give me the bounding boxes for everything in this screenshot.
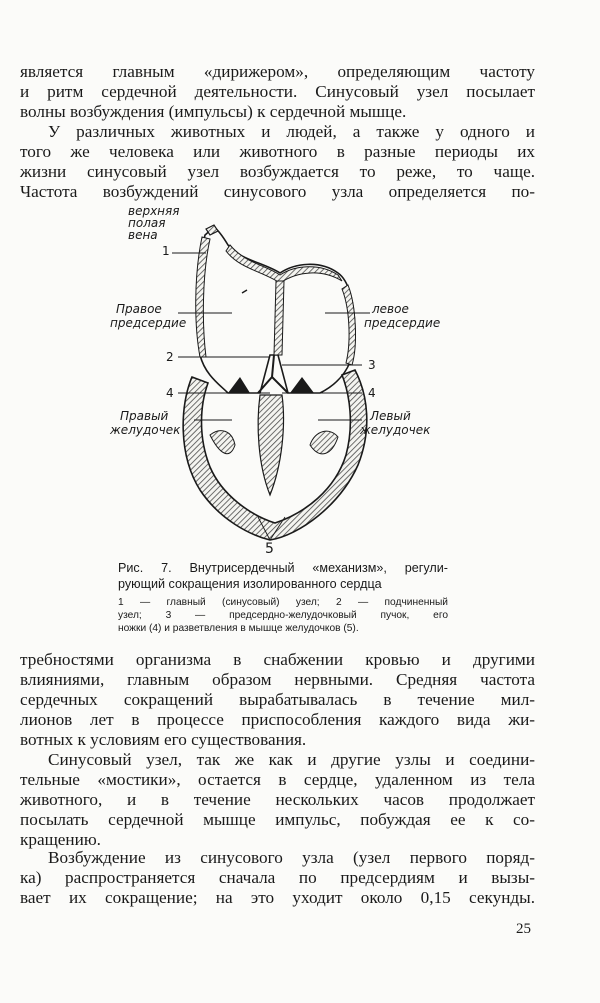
heart-diagram-svg xyxy=(110,205,490,560)
heart-diagram xyxy=(110,205,490,560)
text-line: и ритм сердечной деятельности. Синусовый узел посылает xyxy=(20,82,535,101)
page-number: 25 xyxy=(516,921,531,937)
legend-line: ножки (4) и разветвления в мышце желудочков (5). xyxy=(118,623,359,634)
paragraph-top xyxy=(20,62,535,122)
text-line: вает их сокращение; на это уходит около 0,15 секунды. xyxy=(20,888,535,907)
label-right-atrium-2: предсердие xyxy=(110,316,187,330)
text-line: Синусовый узел, так же как и другие узлы и соедини- xyxy=(48,750,535,769)
text-line: тельные «мостики», остается в сердце, удаленном из тела xyxy=(20,770,535,789)
text-line: требностями организма в снабжении кровью и другими xyxy=(20,650,535,669)
figure-legend xyxy=(118,596,448,635)
label-num-1: 1 xyxy=(162,244,170,258)
text-line: является главным «дирижером», определяющим частоту xyxy=(20,62,535,81)
label-vena-cava-3: вена xyxy=(128,228,158,242)
text-line: лионов лет в процессе приспособления каждого вида жи- xyxy=(20,710,535,729)
text-line: сердечных сокращений вырабатывалась в течение мил- xyxy=(20,690,535,709)
text-line: кращению. xyxy=(20,830,101,849)
label-vena-cava-2: полая xyxy=(128,216,166,230)
label-left-atrium-1: левое xyxy=(372,302,409,316)
label-num-3: 3 xyxy=(368,358,376,372)
label-left-ventricle-2: желудочек xyxy=(360,423,431,437)
caption-line: Рис. 7. Внутрисердечный «механизм», регули- xyxy=(118,561,448,575)
label-right-ventricle-1: Правый xyxy=(120,409,169,423)
text-line: того же человека или животного в разные периоды их xyxy=(20,142,535,161)
text-line: ка) распространяется сначала по предсердиям и вызы- xyxy=(20,868,535,887)
legend-line: узел; 3 — предсердно-желудочковый пучок, его xyxy=(118,610,448,621)
label-right-atrium-1: Правое xyxy=(116,302,162,316)
label-num-5: 5 xyxy=(265,541,274,557)
label-left-ventricle-1: Левый xyxy=(370,409,411,423)
label-vena-cava-1: верхняя xyxy=(128,204,180,218)
paragraph-3 xyxy=(20,650,535,750)
text-line: волны возбуждения (импульсы) к сердечной мышце. xyxy=(20,102,407,121)
label-num-4-right: 4 xyxy=(368,386,376,400)
figure-caption xyxy=(118,560,448,592)
label-right-ventricle-2: желудочек xyxy=(110,423,181,437)
text-line: У различных животных и людей, а также у одного и xyxy=(48,122,535,141)
text-line: посылать сердечной мышце импульс, побуждая ее к со- xyxy=(20,810,535,829)
text-line: вотных к условиям его существования. xyxy=(20,730,307,749)
paragraph-4 xyxy=(20,750,535,850)
paragraph-2 xyxy=(20,122,535,202)
legend-line: 1 — главный (синусовый) узел; 2 — подчиненный xyxy=(118,597,448,608)
label-left-atrium-2: предсердие xyxy=(364,316,441,330)
caption-line: рующий сокращения изолированного сердца xyxy=(118,577,382,591)
text-line: жизни синусовый узел возбуждается то реже, то чаще. xyxy=(20,162,535,181)
text-line: влияниями, главным образом нервными. Средняя частота xyxy=(20,670,535,689)
text-line: Возбуждение из синусового узла (узел первого поряд- xyxy=(48,848,535,867)
label-num-4-left: 4 xyxy=(166,386,174,400)
paragraph-5 xyxy=(20,848,535,908)
label-num-2: 2 xyxy=(166,350,174,364)
text-line: Частота возбуждений синусового узла определяется по- xyxy=(20,182,535,201)
text-line: животного, и в течение нескольких часов продолжает xyxy=(20,790,535,809)
